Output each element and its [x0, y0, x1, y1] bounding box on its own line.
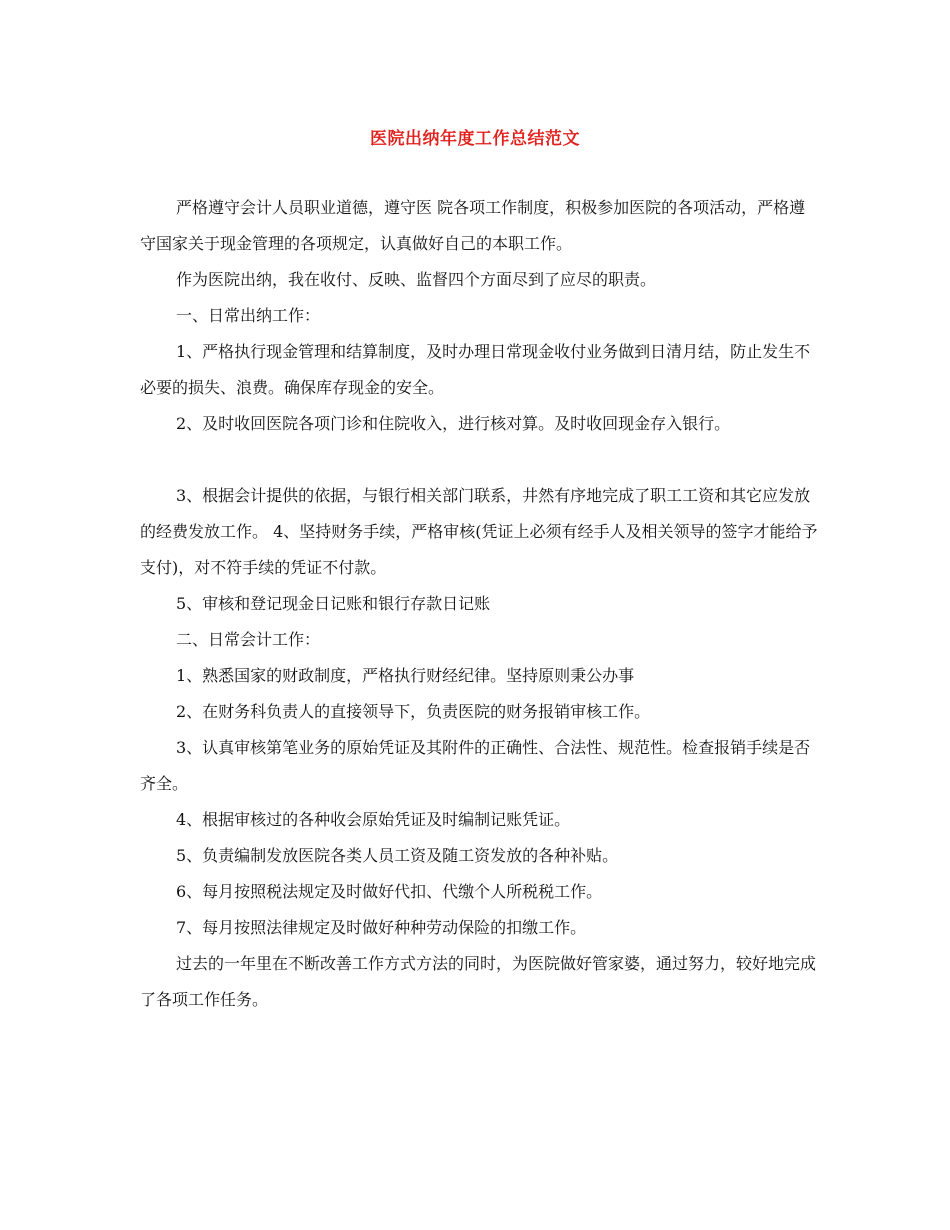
list-item: 4、根据审核过的各种收会原始凭证及时编制记账凭证。: [176, 810, 571, 829]
paragraph-conclusion: 过去的一年里在不断改善工作方式方法的同时，为医院做好管家婆，通过努力，较好地完成了各项工作任务。: [140, 954, 817, 1009]
list-item: 2、及时收回医院各项门诊和住院收入，进行核对算。及时收回现金存入银行。: [176, 414, 731, 433]
list-item: 2、在财务科负责人的直接领导下，负责医院的财务报销审核工作。: [176, 702, 651, 721]
list-item: 5、审核和登记现金日记账和银行存款日记账: [176, 594, 491, 613]
list-item: 3、根据会计提供的依据，与银行相关部门联系，井然有序地完成了职工工资和其它应发放的经费发放工作。 4、坚持财务手续，严格审核(凭证上必须有经手人及相关领导的签字才能给予支付)，对不符手续的凭证不付款。: [140, 486, 818, 577]
list-item: 1、严格执行现金管理和结算制度，及时办理日常现金收付业务做到日清月结，防止发生不 必要的损失、浪费。确保库存现金的安全。: [140, 342, 811, 397]
section-heading-cashier: 一、日常出纳工作：: [176, 306, 321, 325]
paragraph-spacer: [140, 442, 820, 478]
list-item: 6、每月按照税法规定及时做好代扣、代缴个人所税税工作。: [176, 882, 603, 901]
document-title: 医院出纳年度工作总结范文: [370, 129, 580, 149]
document-body: [140, 190, 820, 1018]
list-item: 1、熟悉国家的财政制度，严格执行财经纪律。坚持原则秉公办事: [176, 666, 635, 685]
paragraph-duties: 作为医院出纳，我在收付、反映、监督四个方面尽到了应尽的职责。: [176, 270, 657, 289]
paragraph-intro: 严格遵守会计人员职业道德，遵守医 院各项工作制度，积极参加医院的各项活动，严格遵守国家关于现金管理的各项规定，认真做好自己的本职工作。: [140, 198, 806, 253]
list-item: 3、认真审核第笔业务的原始凭证及其附件的正确性、合法性、规范性。检查报销手续是否 齐全。: [140, 738, 811, 793]
list-item: 7、每月按照法律规定及时做好种种劳动保险的扣缴工作。: [176, 918, 587, 937]
list-item: 5、负责编制发放医院各类人员工资及随工资发放的各种补贴。: [176, 846, 619, 865]
section-heading-accounting: 二、日常会计工作：: [176, 630, 321, 649]
